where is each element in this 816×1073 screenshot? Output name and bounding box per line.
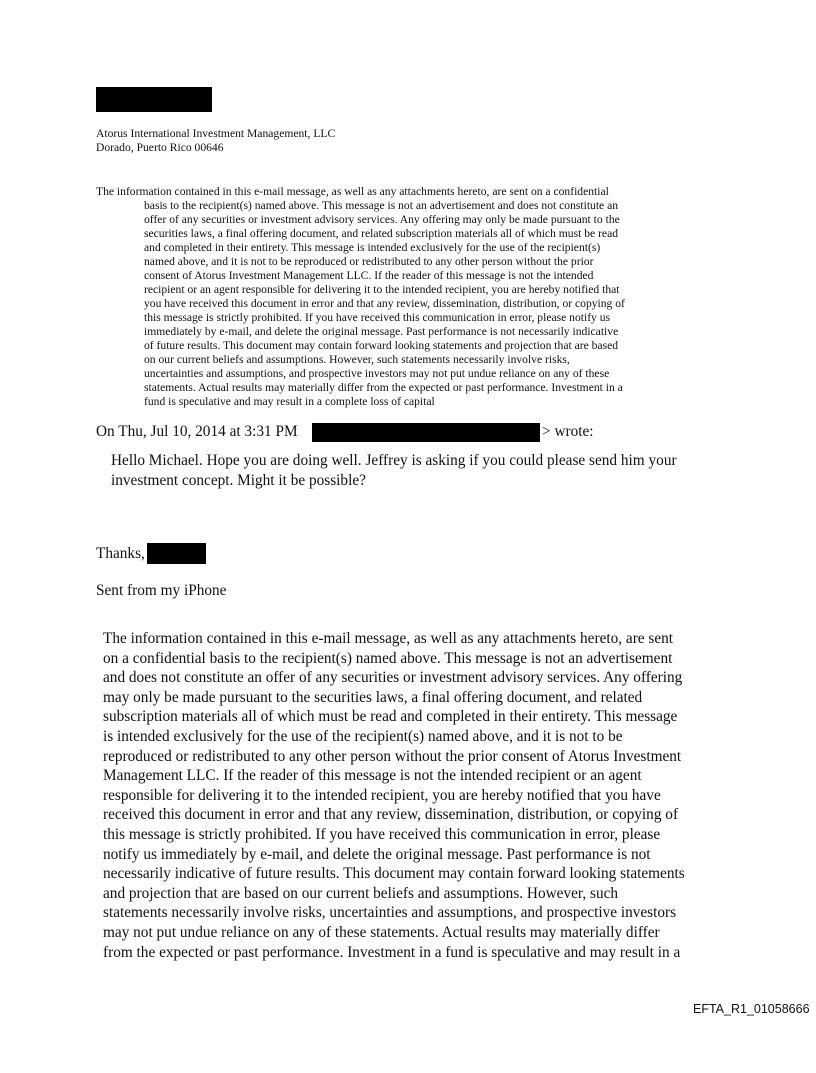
text-line: may only be made pursuant to the securities laws, a final offering document, and related	[103, 688, 643, 706]
text-line: on a confidential basis to the recipient(s) named above. This message is not an advertisement	[103, 649, 673, 667]
text-line: from the expected or past performance. Investment in a fund is speculative and may result in a	[103, 943, 681, 961]
text-line: this message is strictly prohibited. If you have received this communication in error, please	[103, 825, 661, 843]
redacted-signature	[147, 543, 206, 564]
text-line: offer of any securities or investment advisory services. Any offering may only be made pursuant to the	[144, 213, 620, 226]
bates-number: EFTA_R1_01058666	[693, 1002, 810, 1016]
text-line: The information contained in this e-mail message, as well as any attachments hereto, are sent on a confidential	[96, 185, 609, 198]
text-line: securities laws, a final offering document, and related subscription materials all of which must be read	[144, 227, 619, 240]
text-line: uncertainties and assumptions, and prospective investors may not put undue reliance on any of these	[144, 367, 610, 380]
text-line: and completed in their entirety. This message is intended exclusively for the use of the recipient(s)	[144, 241, 601, 254]
text-line: may not put undue reliance on any of these statements. Actual results may materially differ	[103, 923, 660, 941]
text-line: Hello Michael. Hope you are doing well. Jeffrey is asking if you could please send him your	[111, 452, 677, 469]
redacted-email	[312, 423, 540, 442]
text-line: investment concept. Might it be possible?	[111, 471, 366, 489]
text-line: is intended exclusively for the use of the recipient(s) named above, and it is not to be	[103, 727, 623, 745]
disclaimer-large	[103, 629, 685, 962]
company-name: Atorus International Investment Management, LLC	[96, 127, 336, 140]
redacted-name	[96, 87, 212, 112]
sent-from: Sent from my iPhone	[96, 582, 227, 599]
text-line: reproduced or redistributed to any other person without the prior consent of Atorus Investment	[103, 747, 682, 765]
company-address: Dorado, Puerto Rico 00646	[96, 141, 224, 154]
message-body	[111, 451, 677, 490]
text-line: and projection that are based on our current beliefs and assumptions. However, such	[103, 884, 619, 902]
text-line: on our current beliefs and assumptions. However, such statements necessarily involve risks,	[144, 353, 570, 366]
text-line: immediately by e-mail, and delete the original message. Past performance is not necessarily indicative	[144, 325, 619, 338]
text-line: basis to the recipient(s) named above. This message is not an advertisement and does not constitute an	[144, 199, 619, 212]
text-line: statements necessarily involve risks, uncertainties and assumptions, and prospective investors	[103, 904, 677, 922]
text-line: responsible for delivering it to the intended recipient, you are hereby notified that you have	[103, 786, 661, 804]
text-line: subscription materials all of which must be read and completed in their entirety. This message	[103, 708, 678, 726]
text-line: of future results. This document may contain forward looking statements and projection that are based	[144, 339, 619, 352]
text-line: notify us immediately by e-mail, and delete the original message. Past performance is not	[103, 845, 651, 863]
text-line: received this document in error and that any review, dissemination, distribution, or copying of	[103, 806, 679, 824]
thanks: Thanks,	[96, 545, 145, 562]
text-line: necessarily indicative of future results. This document may contain forward looking statements	[103, 865, 685, 883]
text-line: fund is speculative and may result in a complete loss of capital	[144, 395, 435, 408]
quote-date: On Thu, Jul 10, 2014 at 3:31 PM	[96, 423, 298, 440]
text-line: consent of Atorus Investment Management LLC. If the reader of this message is not the intended	[144, 269, 594, 282]
text-line: Management LLC. If the reader of this message is not the intended recipient or an agent	[103, 767, 642, 785]
text-line: recipient or an agent responsible for delivering it to the intended recipient, you are hereby notified that	[144, 283, 620, 296]
disclaimer-small	[96, 185, 625, 409]
quote-wrote: > wrote:	[542, 423, 594, 440]
text-line: you have received this document in error and that any review, dissemination, distribution, or copying of	[144, 297, 625, 310]
quote-header	[96, 422, 298, 442]
text-line: The information contained in this e-mail message, as well as any attachments hereto, are sent	[103, 630, 674, 647]
text-line: this message is strictly prohibited. If you have received this communication in error, please notify us	[144, 311, 611, 324]
company-block	[96, 127, 335, 155]
text-line: named above, and it is not to be reproduced or redistributed to any other person without the prior	[144, 255, 594, 268]
text-line: statements. Actual results may materially differ from the expected or past performance. Investment in a	[144, 381, 623, 394]
text-line: and does not constitute an offer of any securities or investment advisory services. Any offering	[103, 669, 683, 687]
